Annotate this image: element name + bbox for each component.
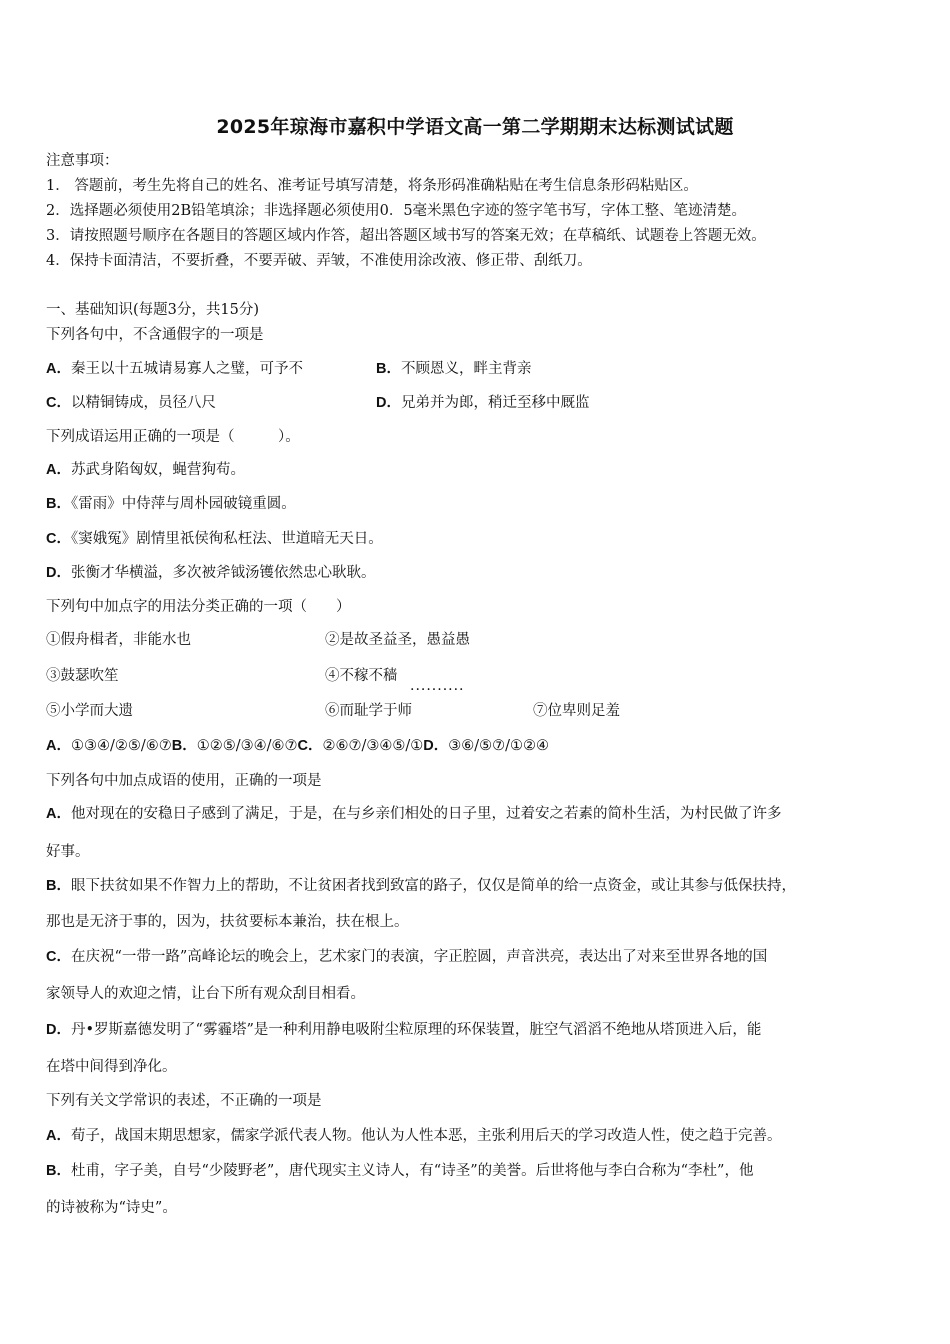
- option-label: B．: [46, 878, 71, 894]
- option-text: ①③④/②⑤/⑥⑦: [70, 738, 172, 754]
- q4-option-b-line-2: 那也是无济于事的，因为，扶贫要标本兼治，扶在根上。: [46, 914, 409, 930]
- option-label: B．: [46, 1163, 71, 1179]
- option-label: D．: [423, 738, 449, 754]
- option-text: ②⑥⑦/③④⑤/①: [322, 738, 424, 754]
- q1-option-b: [376, 359, 531, 379]
- q4-option-b-line-1: [46, 876, 796, 896]
- option-text: 兄弟并为郎，稍迁至移中厩监: [400, 395, 590, 411]
- q4-option-a-line-2: 好事。: [46, 844, 90, 860]
- option-text: ①②⑤/③④/⑥⑦: [196, 738, 298, 754]
- q3-sentence-7: ⑦位卑则足羞: [533, 703, 620, 719]
- q1-option-c: [46, 393, 216, 413]
- option-text: 《窦娥冤》剧情里祇侯徇私枉法、世道暗无天日。: [70, 531, 383, 547]
- q3-sentence-6: ⑥而耻学于师: [325, 703, 412, 719]
- option-label: B．: [376, 361, 401, 377]
- q2-option-b: [46, 494, 296, 514]
- option-label: A．: [46, 738, 71, 754]
- option-text: 杜甫，字子美，自号“少陵野老”，唐代现实主义诗人，有“诗圣”的美誉。后世将他与李白合称为“李杜”，他: [70, 1163, 754, 1179]
- option-label: A．: [46, 1128, 71, 1144]
- q5-option-b-line-1: [46, 1161, 753, 1181]
- option-label: A．: [46, 462, 71, 478]
- q3-stem: 下列句中加点字的用法分类正确的一项（ ）: [46, 599, 351, 615]
- q4-option-d-line-2: 在塔中间得到净化。: [46, 1059, 177, 1075]
- q4-option-d-line-1: [46, 1020, 761, 1040]
- q3-sentence-3: ③鼓瑟吹笙: [46, 668, 119, 684]
- q3-options: [46, 736, 549, 756]
- option-label: A．: [46, 806, 71, 822]
- option-text: 丹•罗斯嘉德发明了“雾霾塔”是一种利用静电吸附尘粒原理的环保装置，脏空气滔滔不绝地从塔顶进入后，能: [70, 1022, 762, 1038]
- option-text: 他对现在的安稳日子感到了满足，于是，在与乡亲们相处的日子里，过着安之若素的简朴生活，为村民做了许多: [70, 806, 782, 822]
- option-label: C．: [46, 531, 71, 547]
- section-heading: 一、基础知识(每题3分，共15分): [46, 302, 259, 318]
- notice-heading: 注意事项：: [46, 153, 119, 169]
- q2-option-c: [46, 529, 383, 549]
- notice-item-3: 3．请按照题号顺序在各题目的答题区域内作答，超出答题区域书写的答案无效；在草稿纸、试题卷上答题无效。: [46, 228, 766, 244]
- page-title: 2025年琼海市嘉积中学语文高一第二学期期末达标测试试题: [216, 116, 734, 138]
- notice-item-2: 2．选择题必须使用2B铅笔填涂；非选择题必须使用0．5毫米黑色字迹的签字笔书写，字体工整、笔迹清楚。: [46, 203, 747, 219]
- q1-stem: 下列各句中，不含通假字的一项是: [46, 327, 264, 343]
- q4-option-a-line-1: [46, 804, 781, 824]
- q3-sentence-1: ①假舟楫者，非能水也: [46, 632, 191, 648]
- notice-item-1: 1． 答题前，考生先将自己的姓名、准考证号填写清楚，将条形码准确粘贴在考生信息条形码粘贴区。: [46, 178, 698, 194]
- q2-stem: 下列成语运用正确的一项是（ ）。: [46, 429, 300, 445]
- q2-option-d: [46, 563, 375, 583]
- q5-option-b-line-2: 的诗被称为“诗史”。: [46, 1200, 177, 1216]
- q4-option-c-line-1: [46, 947, 767, 967]
- q1-option-d: [376, 393, 589, 413]
- q4-option-c-line-2: 家领导人的欢迎之情，让台下所有观众刮目相看。: [46, 986, 365, 1002]
- option-text: 张衡才华横溢，多次被斧钺汤镬依然忠心耿耿。: [70, 565, 376, 581]
- option-text: 以精铜铸成，员径八尺: [70, 395, 216, 411]
- option-label: B．: [171, 738, 197, 754]
- notice-item-4: 4．保持卡面清洁，不要折叠，不要弄破、弄皱，不准使用涂改液、修正带、刮纸刀。: [46, 253, 592, 269]
- option-text: 眼下扶贫如果不作智力上的帮助，不让贫困者找到致富的路子，仅仅是简单的给一点资金，或让其参与低保扶持，: [70, 878, 796, 894]
- q3-sentence-4: ④不稼不穑: [325, 668, 398, 684]
- q2-option-a: [46, 460, 245, 480]
- q3-sentence-5: ⑤小学而大遗: [46, 703, 133, 719]
- option-label: C．: [297, 738, 323, 754]
- option-label: D．: [46, 565, 71, 581]
- q5-option-a: [46, 1126, 781, 1146]
- q3-sentence-2: ②是故圣益圣，愚益愚: [325, 632, 470, 648]
- q4-stem: 下列各句中加点成语的使用，正确的一项是: [46, 773, 322, 789]
- option-label: D．: [46, 1022, 71, 1038]
- option-text: 荀子，战国末期思想家，儒家学派代表人物。他认为人性本恶，主张利用后天的学习改造人性，使之趋于完善。: [70, 1128, 782, 1144]
- option-text: 苏武身陷匈奴，蝇营狗苟。: [70, 462, 245, 478]
- option-label: A．: [46, 361, 71, 377]
- option-text: ③⑥/⑤⑦/①②④: [448, 738, 549, 754]
- option-label: C．: [46, 395, 71, 411]
- option-text: 在庆祝“一带一路”高峰论坛的晚会上，艺术家门的表演，字正腔圆，声音洪亮，表达出了对来至世界各地的国: [70, 949, 768, 965]
- option-label: D．: [376, 395, 401, 411]
- option-text: 秦王以十五城请易寡人之璧，可予不: [70, 361, 303, 377]
- option-text: 不顾恩义，畔主背亲: [400, 361, 532, 377]
- q1-option-a: [46, 359, 303, 379]
- q5-stem: 下列有关文学常识的表述，不正确的一项是: [46, 1093, 322, 1109]
- option-text: 《雷雨》中侍萍与周朴园破镜重圆。: [70, 496, 296, 512]
- option-label: B．: [46, 496, 71, 512]
- emphasis-dots: ..........: [410, 678, 465, 694]
- option-label: C．: [46, 949, 71, 965]
